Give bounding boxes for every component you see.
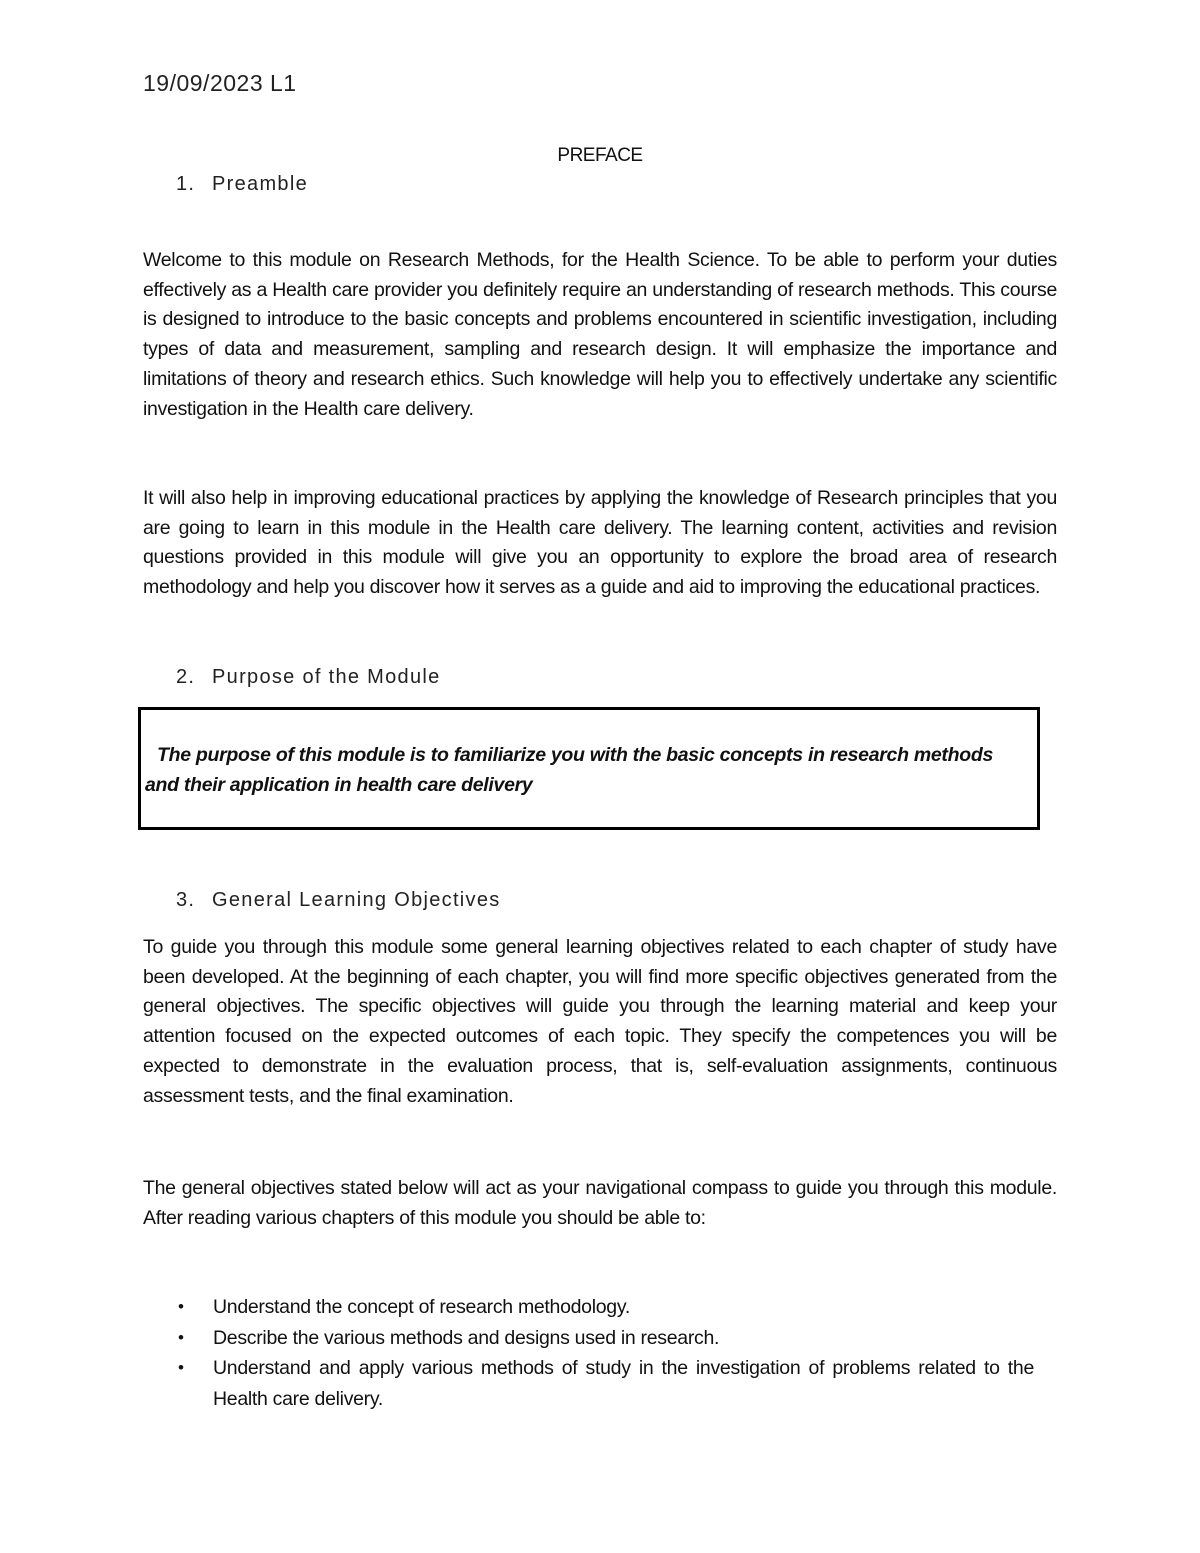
date-line: 19/09/2023 L1 <box>143 70 297 96</box>
objectives-list <box>176 1292 1034 1414</box>
bullet-icon: • <box>178 1327 184 1347</box>
list-item <box>176 1292 1034 1323</box>
list-item <box>176 1353 1034 1414</box>
bullet-icon: • <box>178 1297 184 1316</box>
section-number: 3. <box>176 889 196 911</box>
preamble-paragraph-1: Welcome to this module on Research Methods, for the Health Science. To be able to perform your duties effectively as a Health care provider you definitely require an understanding of research methods. This course is designed to introduce to the basic concepts and problems encountered in scientific investigation, including types of data and measurement, sampling and research design. It will emphasize the importance and limitations of theory and research ethics. Such knowledge will help you to effectively undertake any scientific investigation in the Health care delivery. <box>143 249 1057 420</box>
section-number: 1. <box>176 173 196 195</box>
section-heading-objectives <box>176 889 501 912</box>
list-item-text: Describe the various methods and designs used in research. <box>213 1326 720 1349</box>
purpose-statement: The purpose of this module is to familiarize you with the basic concepts in research methods and their application in health care delivery <box>145 744 993 796</box>
section-title: Purpose of the Module <box>212 666 441 688</box>
purpose-box <box>138 707 1040 830</box>
objectives-paragraph-2: The general objectives stated below will act as your navigational compass to guide you through this module. After reading various chapters of this module you should be able to: <box>143 1177 1057 1229</box>
objectives-paragraph-1: To guide you through this module some general learning objectives related to each chapter of study have been developed. At the beginning of each chapter, you will find more specific objectives generated from the general objectives. The specific objectives will guide you through the learning material and keep your attention focused on the expected outcomes of each topic. They specify the competences you will be expected to demonstrate in the evaluation process, that is, self-evaluation assignments, continuous assessment tests, and the final examination. <box>143 936 1057 1107</box>
list-item-text: Understand the concept of research methodology. <box>213 1296 630 1318</box>
section-title: Preamble <box>212 173 308 195</box>
list-item <box>176 1323 1034 1354</box>
bullet-icon: • <box>178 1358 184 1377</box>
list-item-text: Understand and apply various methods of study in the investigation of problems related to the Health care delivery. <box>213 1357 1034 1410</box>
section-heading-preamble <box>176 173 308 196</box>
section-number: 2. <box>176 666 196 688</box>
section-title: General Learning Objectives <box>212 889 501 911</box>
preamble-paragraph-2: It will also help in improving educational practices by applying the knowledge of Research principles that you are going to learn in this module in the Health care delivery. The learning content, activities and revision questions provided in this module will give you an opportunity to explore the broad area of research methodology and help you discover how it serves as a guide and aid to improving the educational practices. <box>143 487 1057 599</box>
page-title: PREFACE <box>557 145 643 166</box>
section-heading-purpose <box>176 666 441 689</box>
